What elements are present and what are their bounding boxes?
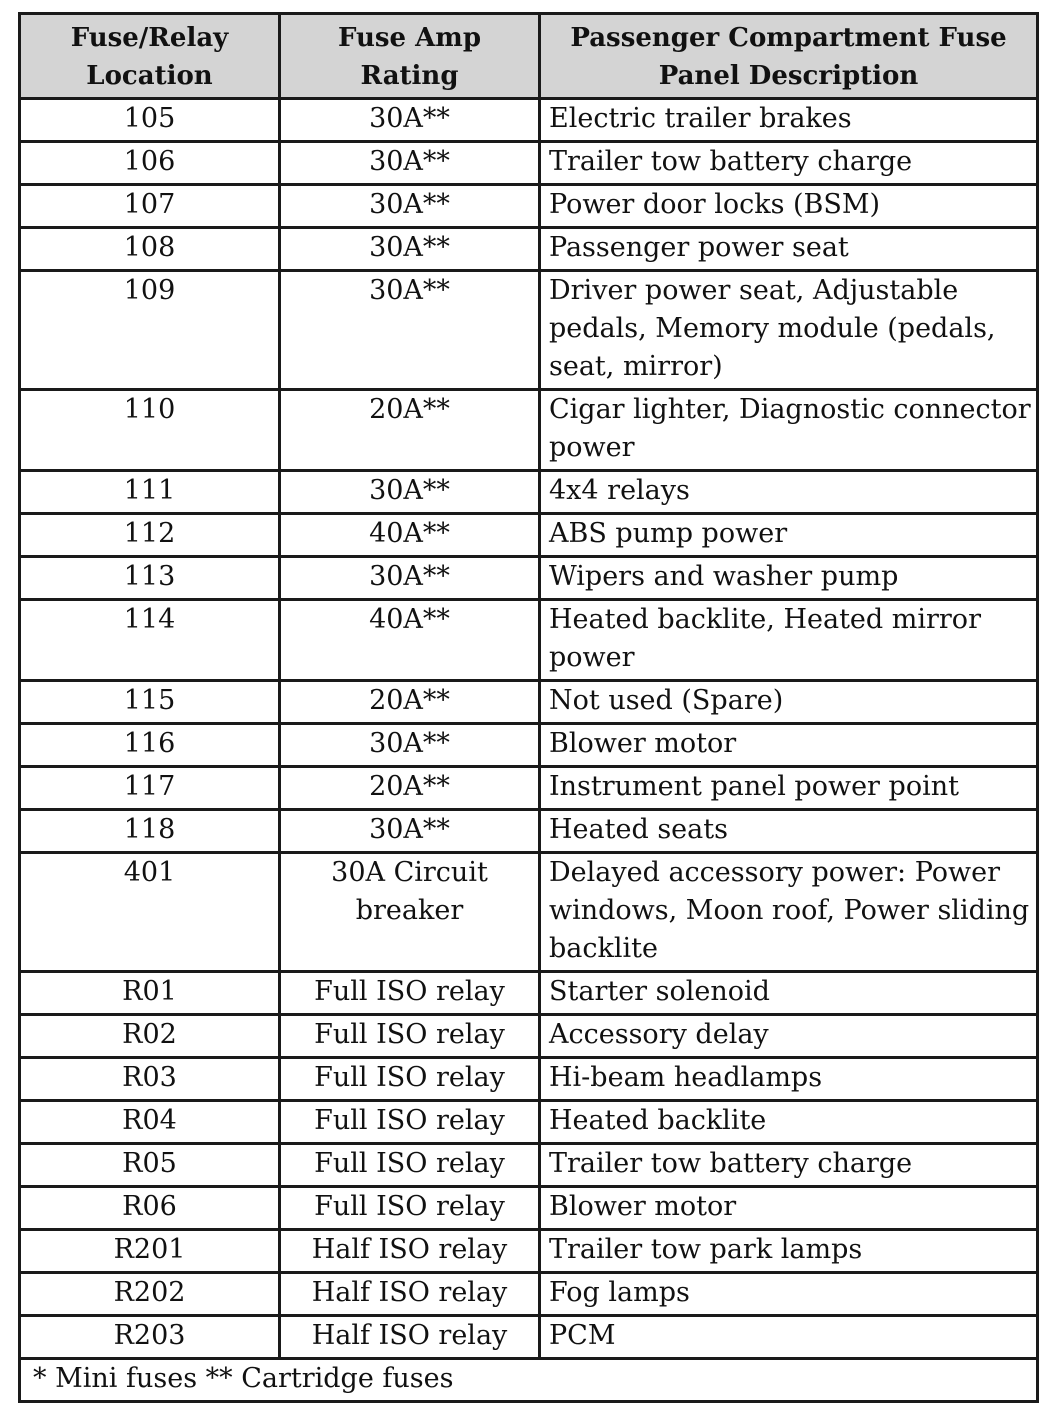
table-row <box>20 1058 1038 1101</box>
description-cell: Delayed accessory power: Power windows, Moon roof, Power sliding backlite <box>540 853 1038 972</box>
table-row <box>20 142 1038 185</box>
location-cell: 117 <box>20 767 280 810</box>
rating-cell: 30A** <box>280 557 540 600</box>
location-cell: R202 <box>20 1273 280 1316</box>
table-row <box>20 853 1038 972</box>
column-header-rating: Fuse Amp Rating <box>280 14 540 99</box>
location-cell: R201 <box>20 1230 280 1273</box>
description-cell: Electric trailer brakes <box>540 99 1038 142</box>
location-cell: R03 <box>20 1058 280 1101</box>
rating-cell: 20A** <box>280 681 540 724</box>
table-row <box>20 724 1038 767</box>
table-header <box>20 14 1038 99</box>
table-row <box>20 1101 1038 1144</box>
description-cell: Starter solenoid <box>540 972 1038 1015</box>
table-row <box>20 1230 1038 1273</box>
rating-cell: Full ISO relay <box>280 1144 540 1187</box>
location-cell: 118 <box>20 810 280 853</box>
rating-cell: 20A** <box>280 390 540 471</box>
rating-cell: Full ISO relay <box>280 1101 540 1144</box>
location-cell: 114 <box>20 600 280 681</box>
rating-cell: 40A** <box>280 600 540 681</box>
rating-cell: 30A** <box>280 724 540 767</box>
table-body <box>20 99 1038 1359</box>
rating-cell: Full ISO relay <box>280 1058 540 1101</box>
rating-cell: Full ISO relay <box>280 1187 540 1230</box>
location-cell: 106 <box>20 142 280 185</box>
rating-cell: Full ISO relay <box>280 972 540 1015</box>
rating-cell: 30A** <box>280 228 540 271</box>
location-cell: 105 <box>20 99 280 142</box>
description-cell: Trailer tow battery charge <box>540 142 1038 185</box>
location-cell: 108 <box>20 228 280 271</box>
table-row <box>20 600 1038 681</box>
table-row <box>20 1144 1038 1187</box>
table-row <box>20 1316 1038 1359</box>
location-cell: 401 <box>20 853 280 972</box>
table-row <box>20 228 1038 271</box>
description-cell: Not used (Spare) <box>540 681 1038 724</box>
rating-cell: 40A** <box>280 514 540 557</box>
description-cell: 4x4 relays <box>540 471 1038 514</box>
rating-cell: 30A** <box>280 99 540 142</box>
location-cell: 116 <box>20 724 280 767</box>
description-cell: Accessory delay <box>540 1015 1038 1058</box>
column-header-description: Passenger Compartment Fuse Panel Description <box>540 14 1038 99</box>
description-cell: Power door locks (BSM) <box>540 185 1038 228</box>
table-row <box>20 1015 1038 1058</box>
description-cell: PCM <box>540 1316 1038 1359</box>
description-cell: Heated backlite, Heated mirror power <box>540 600 1038 681</box>
table-row <box>20 1273 1038 1316</box>
rating-cell: 30A** <box>280 142 540 185</box>
rating-cell: 30A** <box>280 810 540 853</box>
description-cell: Cigar lighter, Diagnostic connector power <box>540 390 1038 471</box>
rating-cell: Half ISO relay <box>280 1273 540 1316</box>
table-row <box>20 271 1038 390</box>
description-cell: Blower motor <box>540 724 1038 767</box>
table-row <box>20 185 1038 228</box>
location-cell: 112 <box>20 514 280 557</box>
description-cell: Trailer tow park lamps <box>540 1230 1038 1273</box>
description-cell: Heated seats <box>540 810 1038 853</box>
table-row <box>20 972 1038 1015</box>
rating-cell: Half ISO relay <box>280 1316 540 1359</box>
description-cell: Instrument panel power point <box>540 767 1038 810</box>
description-cell: Wipers and washer pump <box>540 557 1038 600</box>
table-row <box>20 99 1038 142</box>
table-row <box>20 1187 1038 1230</box>
location-cell: 115 <box>20 681 280 724</box>
location-cell: R04 <box>20 1101 280 1144</box>
table-footer <box>20 1359 1038 1402</box>
rating-cell: 30A Circuit breaker <box>280 853 540 972</box>
table-row <box>20 471 1038 514</box>
rating-cell: Full ISO relay <box>280 1015 540 1058</box>
location-cell: R01 <box>20 972 280 1015</box>
table-row <box>20 767 1038 810</box>
rating-cell: 30A** <box>280 271 540 390</box>
location-cell: R05 <box>20 1144 280 1187</box>
table-row <box>20 681 1038 724</box>
rating-cell: 30A** <box>280 471 540 514</box>
table-row <box>20 390 1038 471</box>
description-cell: Fog lamps <box>540 1273 1038 1316</box>
description-cell: Hi-beam headlamps <box>540 1058 1038 1101</box>
column-header-location: Fuse/Relay Location <box>20 14 280 99</box>
footnote-row <box>20 1359 1038 1402</box>
description-cell: Passenger power seat <box>540 228 1038 271</box>
table-row <box>20 514 1038 557</box>
rating-cell: Half ISO relay <box>280 1230 540 1273</box>
location-cell: 107 <box>20 185 280 228</box>
description-cell: Heated backlite <box>540 1101 1038 1144</box>
location-cell: 111 <box>20 471 280 514</box>
location-cell: 113 <box>20 557 280 600</box>
location-cell: 109 <box>20 271 280 390</box>
rating-cell: 20A** <box>280 767 540 810</box>
description-cell: Driver power seat, Adjustable pedals, Memory module (pedals, seat, mirror) <box>540 271 1038 390</box>
rating-cell: 30A** <box>280 185 540 228</box>
header-row <box>20 14 1038 99</box>
location-cell: 110 <box>20 390 280 471</box>
table-row <box>20 557 1038 600</box>
description-cell: Blower motor <box>540 1187 1038 1230</box>
location-cell: R02 <box>20 1015 280 1058</box>
fuse-relay-table <box>18 12 1039 1403</box>
description-cell: Trailer tow battery charge <box>540 1144 1038 1187</box>
table-row <box>20 810 1038 853</box>
location-cell: R06 <box>20 1187 280 1230</box>
footnote: * Mini fuses ** Cartridge fuses <box>20 1359 1038 1402</box>
location-cell: R203 <box>20 1316 280 1359</box>
description-cell: ABS pump power <box>540 514 1038 557</box>
